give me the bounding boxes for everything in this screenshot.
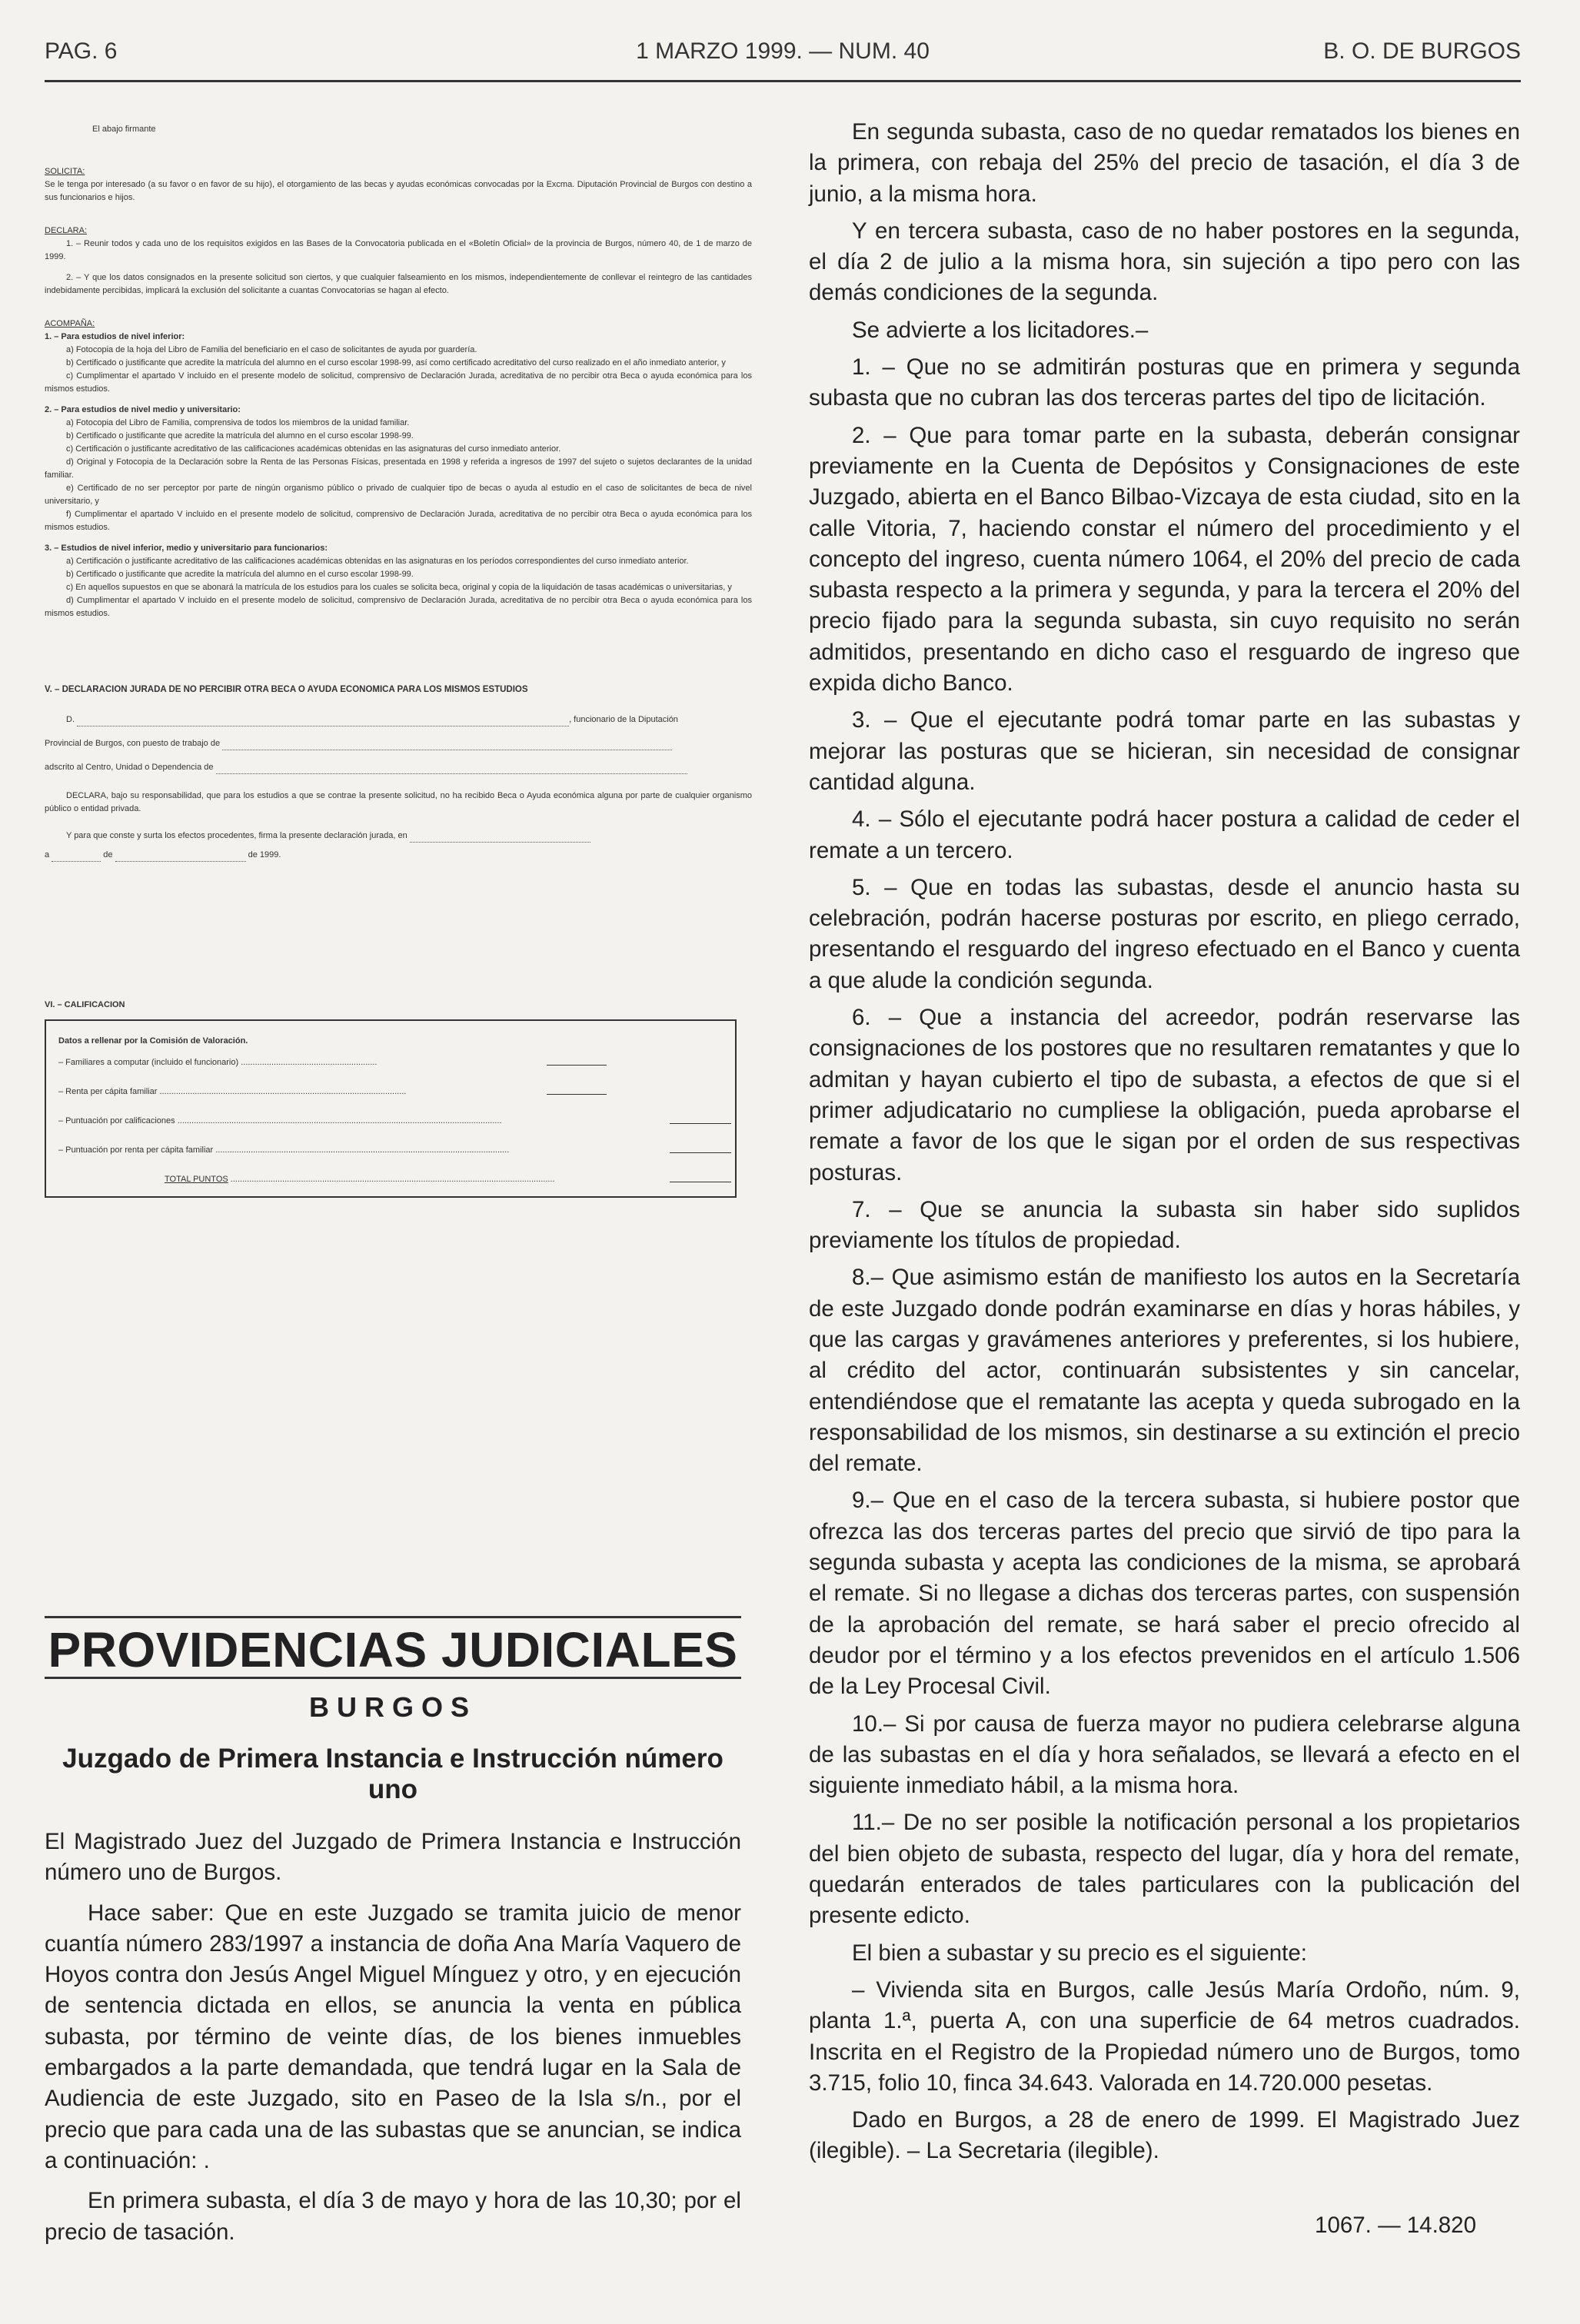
place-input[interactable]	[410, 833, 590, 843]
s1-a: a) Fotocopia de la hoja del Libro de Familia del beneficiario en el caso de solicitantes de ayuda por guardería.	[66, 345, 477, 354]
declarant-name-line: D. , funcionario de la Diputación	[45, 713, 752, 726]
calificacion-heading: VI. – CALIFICACION	[45, 1000, 125, 1009]
edict-paragraph: En segunda subasta, caso de no quedar rematados los bienes en la primera, con rebaja del 25% del precio de tasación, el día 3 de junio, a la misma hora.	[809, 119, 1520, 207]
s2-a: a) Fotocopia del Libro de Familia, comprensiva de todos los miembros de la unidad familiar.	[66, 418, 410, 427]
valuation-blank[interactable]	[670, 1123, 731, 1124]
issue-date: 1 MARZO 1999. — NUM. 40	[636, 38, 930, 64]
s2-f: f) Cumplimentar el apartado V incluido en el presente modelo de solicitud, comprensivo de Declaración Jurada, acreditativa de no percibir otra Beca o ayuda económica para los mismos estudios.	[45, 510, 752, 532]
date-line: a de de 1999.	[45, 849, 752, 862]
s2-b: b) Certificado o justificante que acredite la matrícula del alumno en el curso escolar 1998-99.	[66, 431, 414, 441]
edict-paragraph: 6. – Que a instancia del acreedor, podrán reservarse las consignaciones de los postores que no resultaren rematantes y que lo admitan y hayan cubierto el tipo de subasta, a efectos de que si el primer adjudicatario no cumpliese la obligación, pueda aprobarse el remate a favor de los que le sigan por el orden de sus respectivas posturas.	[809, 1005, 1520, 1185]
page-header	[45, 38, 1521, 72]
s2-d: d) Original y Fotocopia de la Declaración sobre la Renta de las Personas Físicas, presentada en 1998 y referida a ingresos de 1997 del sujeto o sujetos declarantes de la unidad familiar.	[45, 457, 752, 480]
edict-paragraph: Dado en Burgos, a 28 de enero de 1999. El Magistrado Juez (ilegible). – La Secretaria (ilegible).	[809, 2107, 1520, 2164]
valuation-total-row: TOTAL PUNTOS ..........................................................................................................................................	[58, 1165, 727, 1194]
edict-paragraph: En primera subasta, el día 3 de mayo y hora de las 10,30; por el precio de tasación.	[45, 2188, 741, 2245]
edict-paragraph: El bien a subastar y su precio es el siguiente:	[852, 1940, 1307, 1966]
s2-e: e) Certificado de no ser perceptor por parte de ningún organismo público o privado de cualquier tipo de becas o ayuda al estudio en el caso de solicitantes de beca de nivel universitario, y	[45, 484, 752, 506]
edict-paragraph: 5. – Que en todas las subastas, desde el anuncio hasta su celebración, podrán hacerse posturas por escrito, en pliego cerrado, presentando el resguardo del ingreso efectuado en el Banco y cuenta a que alude la condición segunda.	[809, 874, 1520, 993]
valuation-row: – Puntuación por renta per cápita familiar .............................................................................................................................	[58, 1135, 727, 1165]
section3-heading: 3. – Estudios de nivel inferior, medio y universitario para funcionarios:	[45, 544, 328, 553]
section-title: PROVIDENCIAS JUDICIALES	[45, 1616, 741, 1679]
valuation-blank[interactable]	[670, 1152, 731, 1153]
application-form	[45, 115, 752, 1198]
city-heading: BURGOS	[308, 1691, 477, 1723]
edict-paragraph: 10.– Si por causa de fuerza mayor no pudiera celebrarse alguna de las subastas en el día y hora señalados, se llevará a efecto en el siguiente inmediato hábil, a la misma hora.	[809, 1711, 1520, 1799]
valuation-blank[interactable]	[547, 1065, 607, 1066]
edict-body-left	[45, 1827, 741, 2248]
s3-d: d) Cumplimentar el apartado V incluido en el presente modelo de solicitud, comprensivo de Declaración Jurada, acreditativa de no percibir otra Beca o ayuda económica para los mismos estudios.	[45, 596, 752, 618]
edict-paragraph: El Magistrado Juez del Juzgado de Primera Instancia e Instrucción número uno de Burgos.	[45, 1829, 741, 1886]
valuation-box	[45, 1019, 737, 1198]
valuation-row: – Renta per cápita familiar .........................................................................................................	[58, 1077, 727, 1106]
edict-paragraph: – Vivienda sita en Burgos, calle Jesús María Ordoño, núm. 9, planta 1.ª, puerta A, con una superficie de 64 metros cuadrados. Inscrita en el Registro de la Propiedad número uno de Burgos, tomo 3.715, folio 10, finca 34.643. Valorada en 14.720.000 pesetas.	[809, 1977, 1520, 2096]
declaracion-text: DECLARA, bajo su responsabilidad, que para los estudios a que se contrae la presente solicitud, no ha recibido Beca o Ayuda económica alguna por parte de cualquier organismo público o entidad privada.	[45, 791, 752, 813]
edict-paragraph: 7. – Que se anuncia la subasta sin haber sido suplidos previamente los títulos de propiedad.	[809, 1196, 1520, 1254]
edict-paragraph: 1. – Que no se admitirán posturas que en primera y segunda subasta que no cubran las dos terceras partes del tipo de licitación.	[809, 354, 1520, 411]
declara-heading: DECLARA:	[45, 226, 88, 235]
solicita-heading: SOLICITA:	[45, 167, 85, 176]
edict-paragraph: Se advierte a los licitadores.–	[852, 317, 1149, 343]
edict-paragraph: Hace saber: Que en este Juzgado se tramita juicio de menor cuantía número 283/1997 a instancia de doña Ana María Vaquero de Hoyos contra don Jesús Angel Miguel Mínguez y otro, y en ejecución de sentencia dictada en ellos, se anuncia la venta en pública subasta, por término de veinte días, de los bienes inmuebles embargados a la parte demandada, que tendrá lugar en la Sala de Audiencia de este Juzgado, sito en Paseo de la Isla s/n., por el precio que para cada una de las subastas que se anuncian, se indica a continuación: .	[45, 1900, 741, 2173]
valuation-row: – Familiares a computar (incluido el funcionario) ..........................................................	[58, 1048, 727, 1077]
s2-c: c) Certificación o justificante acreditativo de las calificaciones académicas obtenidas en las asignaturas del curso inmediato anterior.	[66, 444, 561, 454]
header-rule	[45, 80, 1521, 82]
name-input[interactable]	[77, 716, 569, 726]
month-input[interactable]	[115, 852, 246, 862]
edict-body-right	[809, 117, 1520, 2173]
edict-paragraph: 3. – Que el ejecutante podrá tomar parte en las subastas y mejorar las posturas que se hicieran, sin necesidad de consignar cantidad alguna.	[809, 707, 1520, 795]
edict-paragraph: 11.– De no ser posible la notificación personal a los propietarios del bien objeto de subasta, respecto del lugar, día y hora del remate, quedarán enterados de tales particulares con la publicación del presente edicto.	[809, 1810, 1520, 1929]
court-heading: Juzgado de Primera Instancia e Instrucción número uno	[62, 1744, 723, 1804]
s1-c: c) Cumplimentar el apartado V incluido en el presente modelo de solicitud, comprensivo de Declaración Jurada, acreditativa de no percibir otra Beca o ayuda económica para los mismos estudios.	[45, 371, 752, 394]
edict-paragraph: 4. – Sólo el ejecutante podrá hacer postura a calidad de ceder el remate a un tercero.	[809, 806, 1520, 863]
edict-paragraph: 8.– Que asimismo están de manifiesto los autos en la Secretaría de este Juzgado donde podrán examinarse en días y horas hábiles, y que las cargas y gravámenes anteriores y preferentes, si los hubiere, al crédito del actor, continuarán subsistentes y sin cancelar, entendiéndose que el rematante las acepta y queda subrogado en la responsabilidad de los mismos, sin destinarse a su extinción el precio del remate.	[809, 1265, 1520, 1477]
edict-paragraph: Y en tercera subasta, caso de no haber postores en la segunda, el día 2 de julio a la misma hora, sin sujeción a tipo pero con las demás condiciones de la segunda.	[809, 218, 1520, 306]
s3-c: c) En aquellos supuestos en que se abonará la matrícula de los estudios para los cuales se solicita beca, original y copia de la liquidación de tasas académicas o universitarias, y	[66, 583, 732, 592]
edict-paragraph: 2. – Que para tomar parte en la subasta, deberán consignar previamente en la Cuenta de Depósitos y Consignaciones de este Juzgado, abierta en el Banco Bilbao-Vizcaya de esta ciudad, sito en la calle Vitoria, 7, haciendo constar el número del procedimiento y el concepto del ingreso, cuenta número 1064, el 20% del precio de cada subasta respecto a la primera y segunda, y para la tercera el 20% del precio fijado para la segunda subasta, sin cuyo requisito no serán admitidos, presentando en dicho caso el resguardo de ingreso que expida dicho Banco.	[809, 422, 1520, 697]
valuation-row: – Puntuación por calificaciones ..........................................................................................................................................	[58, 1106, 727, 1135]
declara-2: 2. – Y que los datos consignados en la presente solicitud son ciertos, y que cualquier falseamiento en los mismos, independientemente de conllevar el reintegro de las cantidades indebidamente percibidas, implicará la exclusión del solicitante a cuantas Convocatorias se hagan al efecto.	[45, 273, 752, 295]
publication-name: B. O. DE BURGOS	[1323, 38, 1521, 64]
s1-b: b) Certificado o justificante que acredite la matrícula del alumno en el curso escolar 1998-99, así como certificado acreditativo del curso realizado en el año inmediato anterior, y	[66, 358, 726, 367]
place-line: Y para que conste y surta los efectos procedentes, firma la presente declaración jurada, en	[45, 830, 752, 843]
page-number: PAG. 6	[45, 38, 118, 64]
declaracion-jurada-heading: V. – DECLARACION JURADA DE NO PERCIBIR OTRA BECA O AYUDA ECONOMICA PARA LOS MISMOS ESTUDIOS	[45, 685, 528, 694]
providencias-section	[45, 1616, 741, 2257]
section2-heading: 2. – Para estudios de nivel medio y universitario:	[45, 405, 241, 414]
valuation-blank[interactable]	[547, 1094, 607, 1095]
solicita-text: Se le tenga por interesado (a su favor o en favor de su hijo), el otorgamiento de las becas y ayudas económicas convocadas por la Excma. Diputación Provincial de Burgos con destino a sus funcionarios e hijos.	[45, 180, 752, 202]
center-line: adscrito al Centro, Unidad o Dependencia de	[45, 761, 752, 774]
valuation-box-title: Datos a rellenar por la Comisión de Valoración.	[58, 1036, 248, 1046]
acompana-heading: ACOMPAÑA:	[45, 319, 95, 328]
day-input[interactable]	[52, 852, 101, 862]
section1-heading: 1. – Para estudios de nivel inferior:	[45, 332, 185, 341]
firmante-line: El abajo firmante	[92, 125, 156, 134]
edict-reference: 1067. — 14.820	[1315, 2213, 1476, 2238]
job-line: Provincial de Burgos, con puesto de trabajo de	[45, 737, 752, 750]
declara-1: 1. – Reunir todos y cada uno de los requisitos exigidos en las Bases de la Convocatoria publicada en el «Boletín Oficial» de la provincia de Burgos, número 40, de 1 de marzo de 1999.	[45, 239, 752, 261]
s3-a: a) Certificación o justificante acreditativo de las calificaciones académicas obtenidas en las asignaturas en los períodos correspondientes del curso inmediato anterior.	[66, 557, 689, 566]
s3-b: b) Certificado o justificante que acredite la matrícula del alumno en el curso escolar 1998-99.	[66, 570, 414, 579]
center-input[interactable]	[216, 764, 687, 774]
job-input[interactable]	[222, 740, 672, 750]
edict-paragraph: 9.– Que en el caso de la tercera subasta, si hubiere postor que ofrezca las dos terceras partes del precio que sirvió de tipo para la segunda subasta y acepta las condiciones de la misma, se aprobará el remate. Si no llegase a dichas dos terceras partes, con suspensión de la aprobación del remate, se hará saber el precio ofrecido al deudor por el término y a los efectos prevenidos en el artículo 1.506 de la Ley Procesal Civil.	[809, 1488, 1520, 1700]
